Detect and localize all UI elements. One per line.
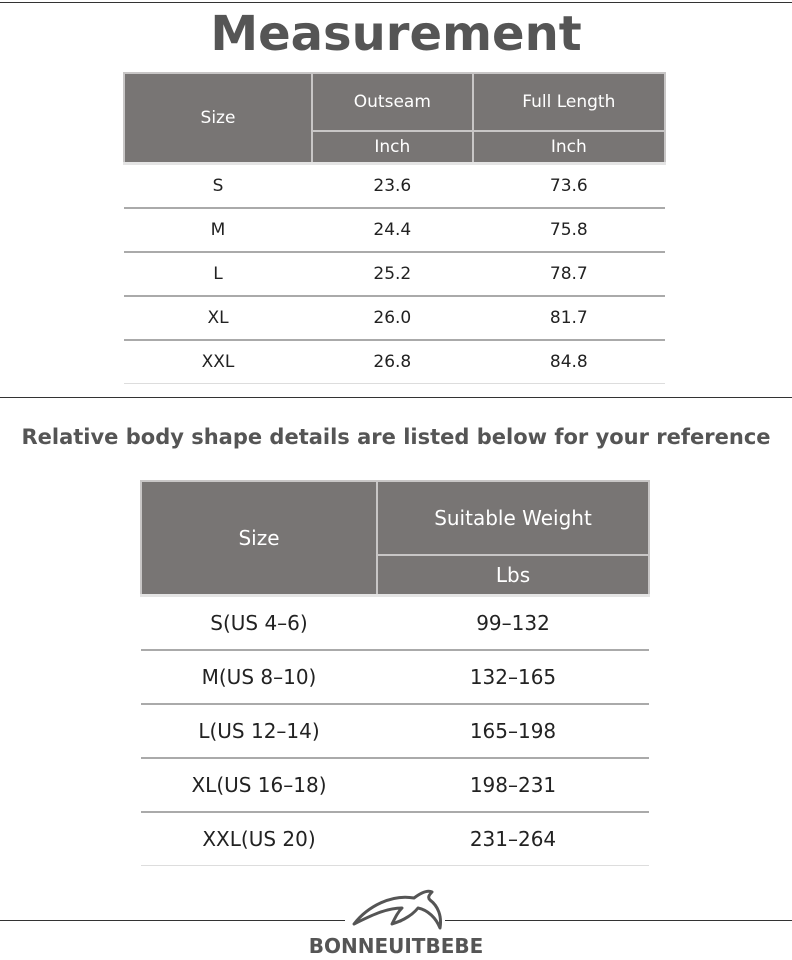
table-row: [141, 758, 649, 812]
cell-size: S(US 4–6): [141, 596, 377, 651]
cell-size: S: [124, 164, 312, 209]
cell-full-length: 84.8: [473, 340, 665, 384]
measurement-table: [123, 72, 666, 384]
cell-size: L: [124, 252, 312, 296]
cell-weight: 132–165: [377, 650, 649, 704]
footer-rule-right: [445, 920, 792, 921]
table-row: [124, 252, 665, 296]
cell-outseam: 26.0: [312, 296, 473, 340]
cell-size: XXL(US 20): [141, 812, 377, 866]
cell-full-length: 73.6: [473, 164, 665, 209]
cell-full-length: 81.7: [473, 296, 665, 340]
top-rule: [0, 2, 792, 3]
header-full-length: Full Length: [473, 73, 665, 131]
cell-weight: 99–132: [377, 596, 649, 651]
brand-name: BONNEUITBEBE: [308, 934, 484, 958]
cell-weight: 231–264: [377, 812, 649, 866]
cell-size: XL(US 16–18): [141, 758, 377, 812]
cell-full-length: 75.8: [473, 208, 665, 252]
table-row: [141, 812, 649, 866]
table-row: [124, 208, 665, 252]
header-size: Size: [124, 73, 312, 164]
cell-size: M(US 8–10): [141, 650, 377, 704]
table-row: [124, 340, 665, 384]
header-size: Size: [141, 481, 377, 596]
table-row: [141, 704, 649, 758]
table-row: [141, 650, 649, 704]
cell-outseam: 26.8: [312, 340, 473, 384]
table-row: [124, 296, 665, 340]
footer-rule-left: [0, 920, 345, 921]
section-divider: [0, 397, 792, 398]
table-row: [141, 596, 649, 651]
cell-size: M: [124, 208, 312, 252]
cell-size: XXL: [124, 340, 312, 384]
header-unit-outseam: Inch: [312, 131, 473, 164]
weight-table: [140, 480, 650, 866]
page-title: Measurement: [210, 6, 582, 62]
cell-full-length: 78.7: [473, 252, 665, 296]
header-unit-full-length: Inch: [473, 131, 665, 164]
brand-logo: [296, 888, 496, 960]
table-row: [124, 164, 665, 209]
header-suitable-weight: Suitable Weight: [377, 481, 649, 555]
header-outseam: Outseam: [312, 73, 473, 131]
cell-size: XL: [124, 296, 312, 340]
cell-outseam: 24.4: [312, 208, 473, 252]
cell-size: L(US 12–14): [141, 704, 377, 758]
cell-weight: 198–231: [377, 758, 649, 812]
reference-subtitle: Relative body shape details are listed below for your reference: [21, 425, 771, 449]
cell-outseam: 25.2: [312, 252, 473, 296]
dolphin-logo-icon: [348, 888, 444, 936]
cell-outseam: 23.6: [312, 164, 473, 209]
cell-weight: 165–198: [377, 704, 649, 758]
header-unit-lbs: Lbs: [377, 555, 649, 596]
